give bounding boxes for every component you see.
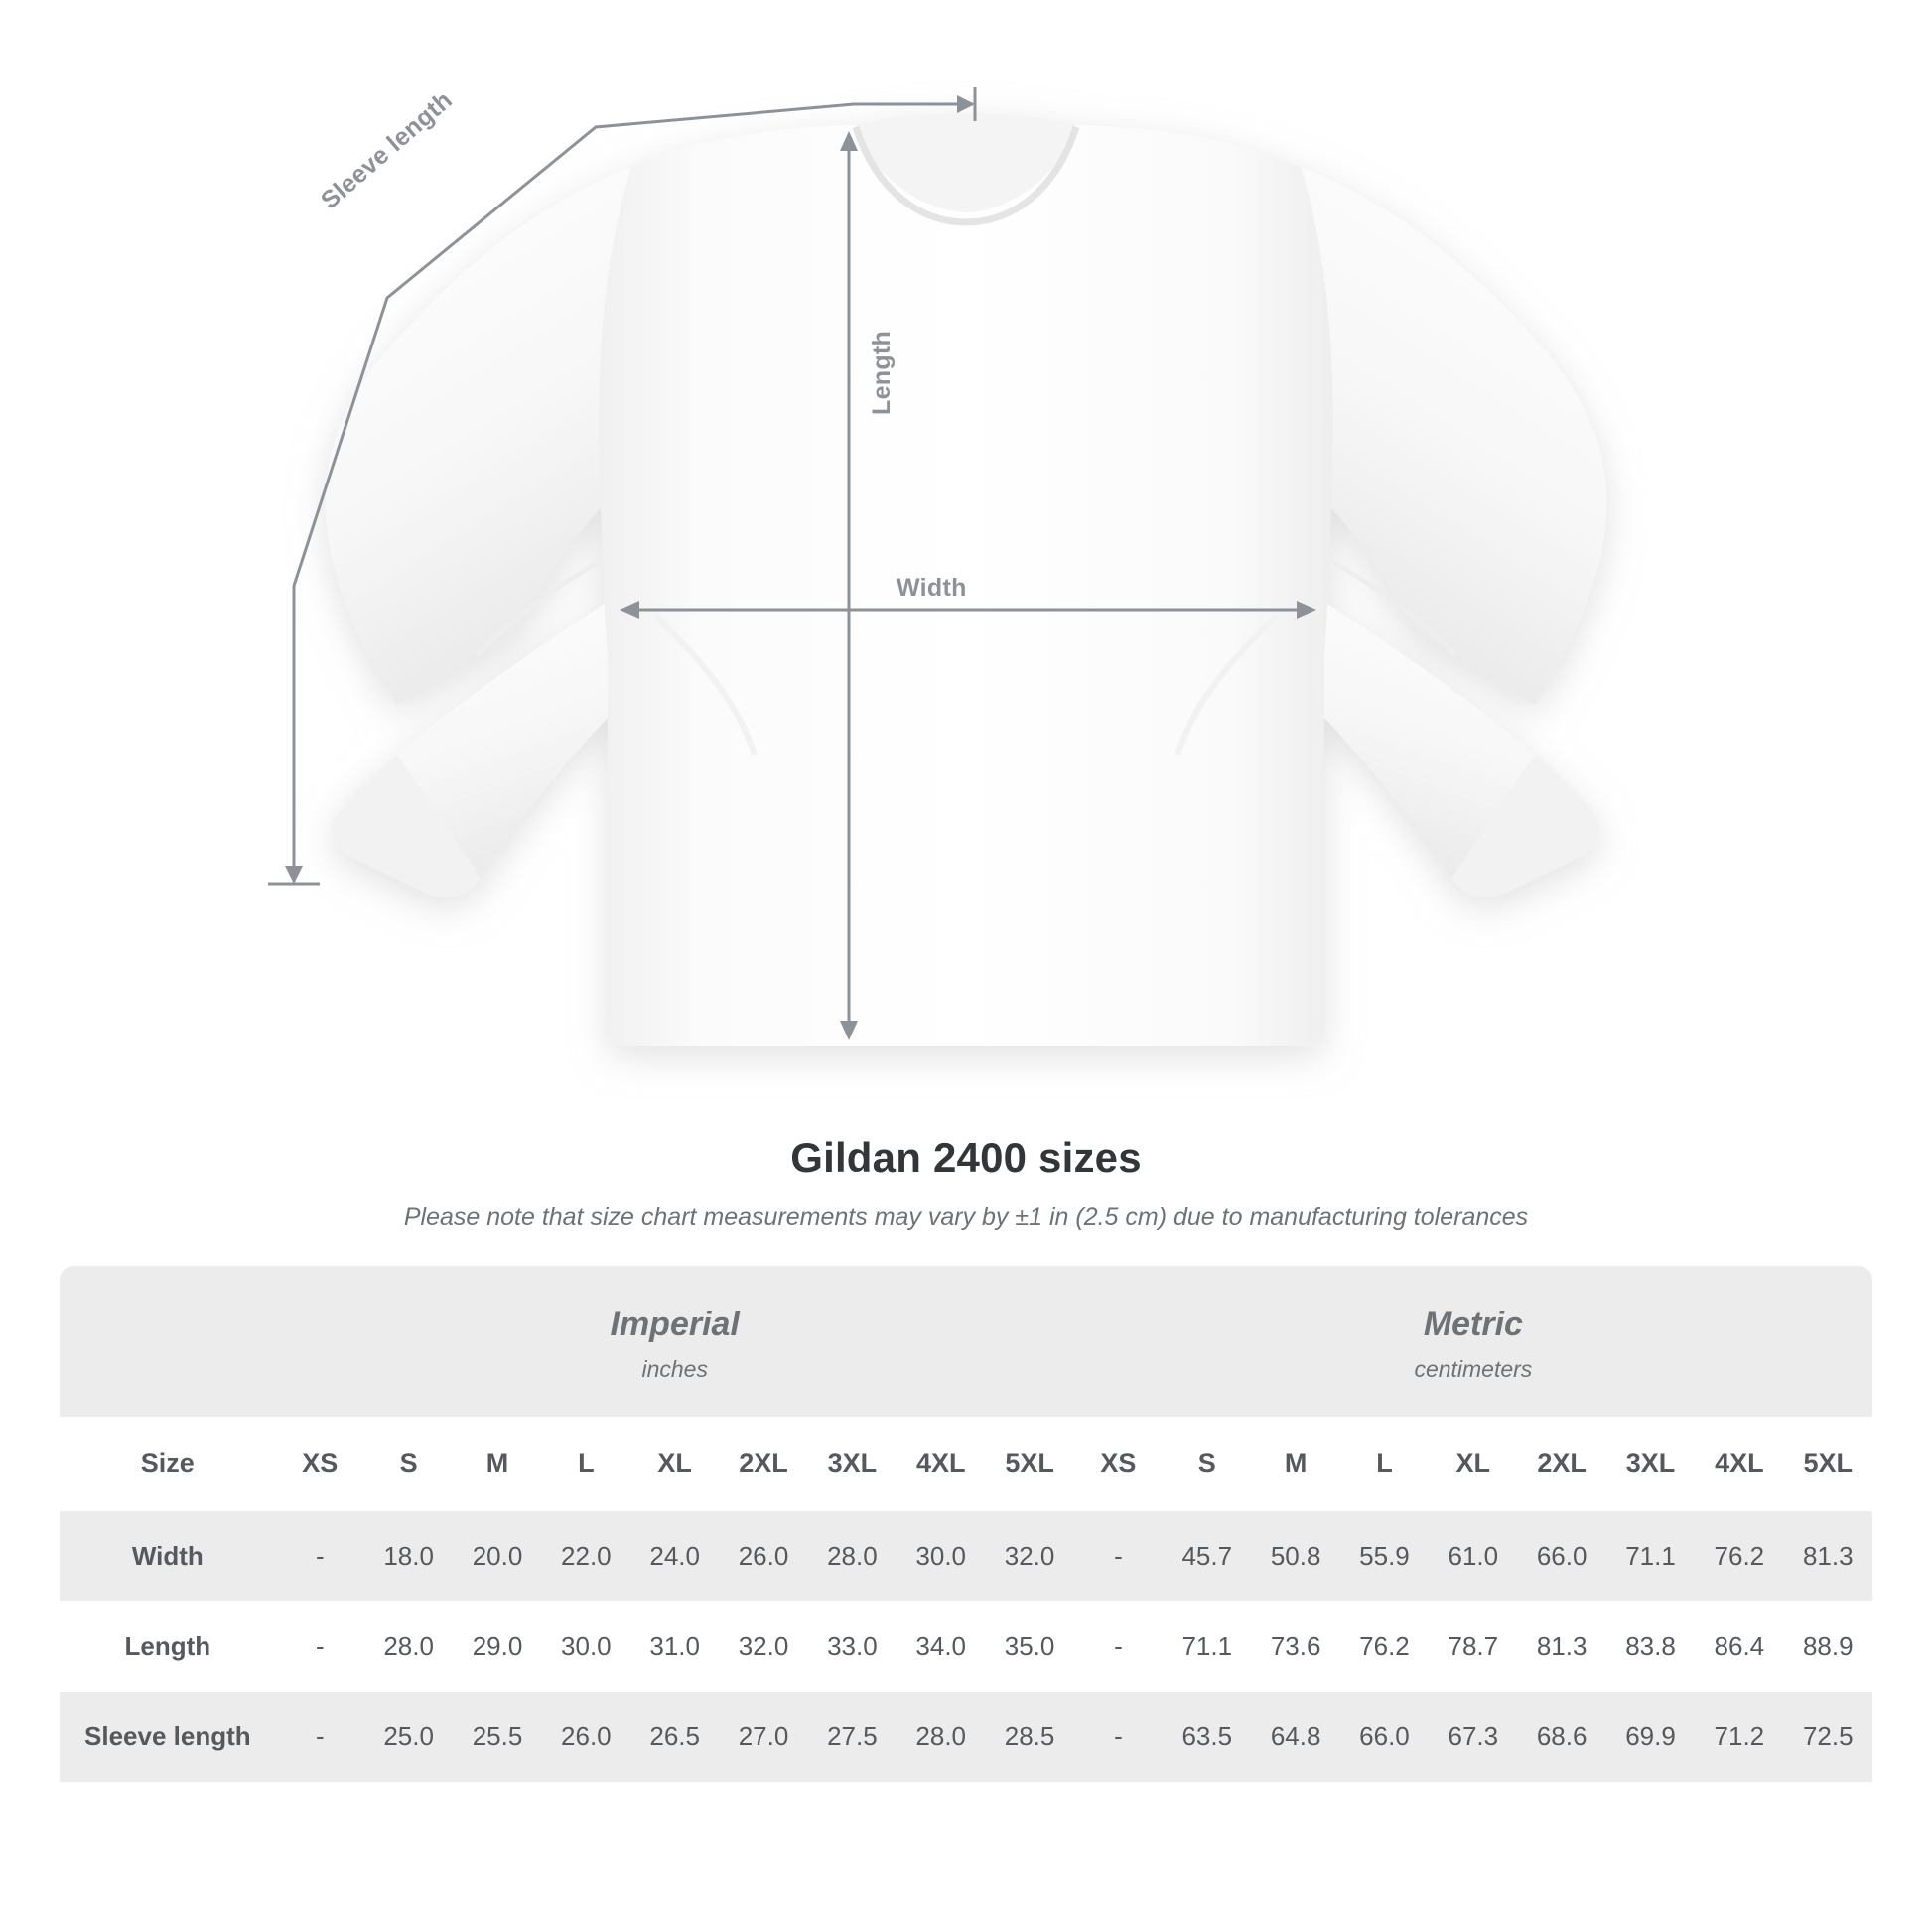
cell-width-imperial-l: 22.0 xyxy=(542,1511,630,1601)
cell-width-metric-m: 50.8 xyxy=(1251,1511,1339,1601)
cell-width-imperial-4xl: 30.0 xyxy=(897,1511,985,1601)
column-header-metric-5xl: 5XL xyxy=(1784,1417,1872,1511)
cell-length-metric-4xl: 86.4 xyxy=(1695,1601,1783,1692)
cell-sleeve-metric-3xl: 69.9 xyxy=(1606,1692,1695,1782)
title-block xyxy=(0,1134,1932,1232)
cell-length-imperial-xs: - xyxy=(276,1601,364,1692)
cell-width-metric-2xl: 66.0 xyxy=(1517,1511,1605,1601)
column-header-imperial-l: L xyxy=(542,1417,630,1511)
cell-length-metric-2xl: 81.3 xyxy=(1517,1601,1605,1692)
cell-sleeve-metric-m: 64.8 xyxy=(1251,1692,1339,1782)
cell-length-imperial-5xl: 35.0 xyxy=(985,1601,1073,1692)
cell-length-imperial-s: 28.0 xyxy=(364,1601,453,1692)
column-header-metric-2xl: 2XL xyxy=(1517,1417,1605,1511)
cell-length-metric-l: 76.2 xyxy=(1340,1601,1429,1692)
cell-width-metric-xl: 61.0 xyxy=(1429,1511,1517,1601)
cell-length-imperial-2xl: 32.0 xyxy=(719,1601,807,1692)
cell-width-imperial-m: 20.0 xyxy=(453,1511,541,1601)
row-label-length: Length xyxy=(60,1601,276,1692)
cell-width-imperial-2xl: 26.0 xyxy=(719,1511,807,1601)
column-header-imperial-s: S xyxy=(364,1417,453,1511)
sleeve-length-dimension-label: Sleeve length xyxy=(316,85,458,215)
cell-sleeve-metric-xl: 67.3 xyxy=(1429,1692,1517,1782)
table-row xyxy=(60,1601,1872,1692)
cell-length-imperial-4xl: 34.0 xyxy=(897,1601,985,1692)
table-row xyxy=(60,1692,1872,1782)
cell-sleeve-metric-5xl: 72.5 xyxy=(1784,1692,1872,1782)
cell-length-metric-xl: 78.7 xyxy=(1429,1601,1517,1692)
column-header-metric-l: L xyxy=(1340,1417,1429,1511)
column-header-imperial-4xl: 4XL xyxy=(897,1417,985,1511)
cell-sleeve-imperial-2xl: 27.0 xyxy=(719,1692,807,1782)
cell-sleeve-imperial-3xl: 27.5 xyxy=(808,1692,897,1782)
cell-sleeve-metric-2xl: 68.6 xyxy=(1517,1692,1605,1782)
cell-sleeve-metric-s: 63.5 xyxy=(1163,1692,1251,1782)
cell-sleeve-metric-l: 66.0 xyxy=(1340,1692,1429,1782)
cell-length-imperial-m: 29.0 xyxy=(453,1601,541,1692)
cell-length-metric-3xl: 83.8 xyxy=(1606,1601,1695,1692)
cell-length-metric-xs: - xyxy=(1074,1601,1163,1692)
column-header-imperial-2xl: 2XL xyxy=(719,1417,807,1511)
cell-sleeve-imperial-xl: 26.5 xyxy=(630,1692,719,1782)
cell-length-imperial-xl: 31.0 xyxy=(630,1601,719,1692)
unit-header-imperial xyxy=(276,1266,1074,1417)
row-label-width: Width xyxy=(60,1511,276,1601)
column-header-metric-m: M xyxy=(1251,1417,1339,1511)
cell-sleeve-imperial-m: 25.5 xyxy=(453,1692,541,1782)
cell-sleeve-imperial-l: 26.0 xyxy=(542,1692,630,1782)
cell-length-imperial-3xl: 33.0 xyxy=(808,1601,897,1692)
cell-sleeve-imperial-4xl: 28.0 xyxy=(897,1692,985,1782)
column-header-imperial-m: M xyxy=(453,1417,541,1511)
cell-length-imperial-l: 30.0 xyxy=(542,1601,630,1692)
cell-width-imperial-s: 18.0 xyxy=(364,1511,453,1601)
cell-width-imperial-3xl: 28.0 xyxy=(808,1511,897,1601)
column-header-metric-3xl: 3XL xyxy=(1606,1417,1695,1511)
unit-header-spacer xyxy=(60,1266,276,1417)
page-title: Gildan 2400 sizes xyxy=(790,1134,1142,1180)
column-header-size: Size xyxy=(60,1417,276,1511)
cell-width-metric-s: 45.7 xyxy=(1163,1511,1251,1601)
cell-sleeve-imperial-s: 25.0 xyxy=(364,1692,453,1782)
size-table-wrapper xyxy=(0,1266,1932,1782)
cell-sleeve-imperial-xs: - xyxy=(276,1692,364,1782)
size-chart-table xyxy=(60,1266,1872,1782)
cell-sleeve-metric-4xl: 71.2 xyxy=(1695,1692,1783,1782)
cell-width-imperial-xl: 24.0 xyxy=(630,1511,719,1601)
imperial-unit-sub: inches xyxy=(641,1356,708,1382)
cell-width-metric-5xl: 81.3 xyxy=(1784,1511,1872,1601)
metric-unit-sub: centimeters xyxy=(1414,1356,1533,1382)
width-dimension-label: Width xyxy=(897,574,967,602)
column-header-metric-4xl: 4XL xyxy=(1695,1417,1783,1511)
column-header-imperial-xl: XL xyxy=(630,1417,719,1511)
cell-width-metric-l: 55.9 xyxy=(1340,1511,1429,1601)
cell-width-metric-3xl: 71.1 xyxy=(1606,1511,1695,1601)
cell-length-metric-s: 71.1 xyxy=(1163,1601,1251,1692)
unit-header-metric xyxy=(1074,1266,1872,1417)
cell-length-metric-m: 73.6 xyxy=(1251,1601,1339,1692)
tolerance-note: Please note that size chart measurements may vary by ±1 in (2.5 cm) due to manufacturing tolerances xyxy=(403,1203,1529,1231)
column-header-metric-xl: XL xyxy=(1429,1417,1517,1511)
column-header-metric-s: S xyxy=(1163,1417,1251,1511)
cell-width-metric-4xl: 76.2 xyxy=(1695,1511,1783,1601)
imperial-unit-name: Imperial xyxy=(610,1306,740,1343)
table-row xyxy=(60,1511,1872,1601)
column-header-metric-xs: XS xyxy=(1074,1417,1163,1511)
cell-sleeve-metric-xs: - xyxy=(1074,1692,1163,1782)
column-header-imperial-5xl: 5XL xyxy=(985,1417,1073,1511)
column-header-imperial-xs: XS xyxy=(276,1417,364,1511)
length-dimension-label: Length xyxy=(868,330,896,415)
metric-unit-name: Metric xyxy=(1423,1306,1523,1343)
unit-header-row xyxy=(60,1266,1872,1417)
cell-sleeve-imperial-5xl: 28.5 xyxy=(985,1692,1073,1782)
cell-width-imperial-xs: - xyxy=(276,1511,364,1601)
size-header-row xyxy=(60,1417,1872,1511)
cell-width-imperial-5xl: 32.0 xyxy=(985,1511,1073,1601)
cell-width-metric-xs: - xyxy=(1074,1511,1163,1601)
cell-length-metric-5xl: 88.9 xyxy=(1784,1601,1872,1692)
column-header-imperial-3xl: 3XL xyxy=(808,1417,897,1511)
row-label-sleeve-length: Sleeve length xyxy=(60,1692,276,1782)
